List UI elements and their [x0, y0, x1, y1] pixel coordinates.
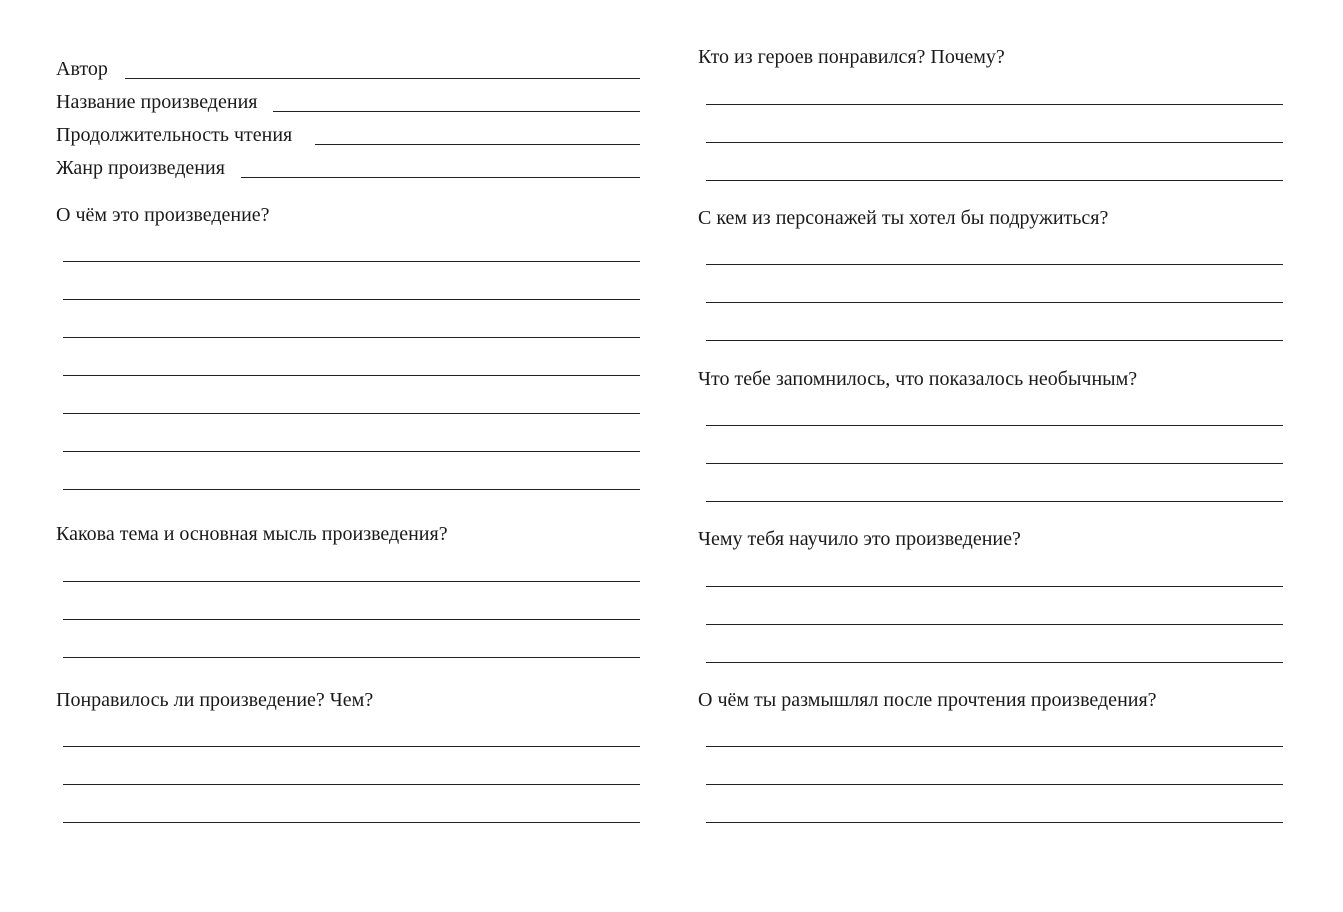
question-text: О чём ты размышлял после прочтения произведения? — [698, 689, 1157, 711]
field-label-reading-duration: Продолжительность чтения — [56, 124, 293, 146]
answer-line[interactable] — [63, 375, 640, 376]
answer-line[interactable] — [63, 413, 640, 414]
answer-line[interactable] — [706, 501, 1283, 502]
field-line-genre[interactable] — [241, 177, 640, 178]
answer-line[interactable] — [706, 302, 1283, 303]
answer-line[interactable] — [706, 784, 1283, 785]
answer-line[interactable] — [63, 451, 640, 452]
answer-line[interactable] — [63, 299, 640, 300]
question-text: Кто из героев понравился? Почему? — [698, 46, 1005, 68]
answer-line[interactable] — [63, 261, 640, 262]
answer-line[interactable] — [706, 746, 1283, 747]
answer-line[interactable] — [706, 463, 1283, 464]
answer-line[interactable] — [706, 662, 1283, 663]
answer-line[interactable] — [63, 489, 640, 490]
answer-line[interactable] — [63, 784, 640, 785]
answer-line[interactable] — [706, 340, 1283, 341]
answer-line[interactable] — [706, 264, 1283, 265]
question-text: Что тебе запомнилось, что показалось необычным? — [698, 368, 1138, 390]
answer-line[interactable] — [706, 624, 1283, 625]
question-text: Понравилось ли произведение? Чем? — [56, 689, 374, 711]
answer-line[interactable] — [63, 581, 640, 582]
question-text: С кем из персонажей ты хотел бы подружиться? — [698, 207, 1109, 229]
field-line-title[interactable] — [273, 111, 640, 112]
field-line-author[interactable] — [125, 78, 640, 79]
answer-line[interactable] — [63, 746, 640, 747]
answer-line[interactable] — [706, 425, 1283, 426]
question-text: Чему тебя научило это произведение? — [698, 528, 1021, 550]
answer-line[interactable] — [63, 822, 640, 823]
answer-line[interactable] — [706, 142, 1283, 143]
answer-line[interactable] — [706, 586, 1283, 587]
question-text: Какова тема и основная мысль произведения? — [56, 523, 448, 545]
field-label-title: Название произведения — [56, 91, 258, 113]
question-text: О чём это произведение? — [56, 204, 270, 226]
answer-line[interactable] — [63, 337, 640, 338]
answer-line[interactable] — [63, 657, 640, 658]
answer-line[interactable] — [706, 104, 1283, 105]
field-label-genre: Жанр произведения — [56, 157, 225, 179]
answer-line[interactable] — [63, 619, 640, 620]
answer-line[interactable] — [706, 180, 1283, 181]
answer-line[interactable] — [706, 822, 1283, 823]
field-line-reading-duration[interactable] — [315, 144, 640, 145]
field-label-author: Автор — [56, 58, 108, 80]
